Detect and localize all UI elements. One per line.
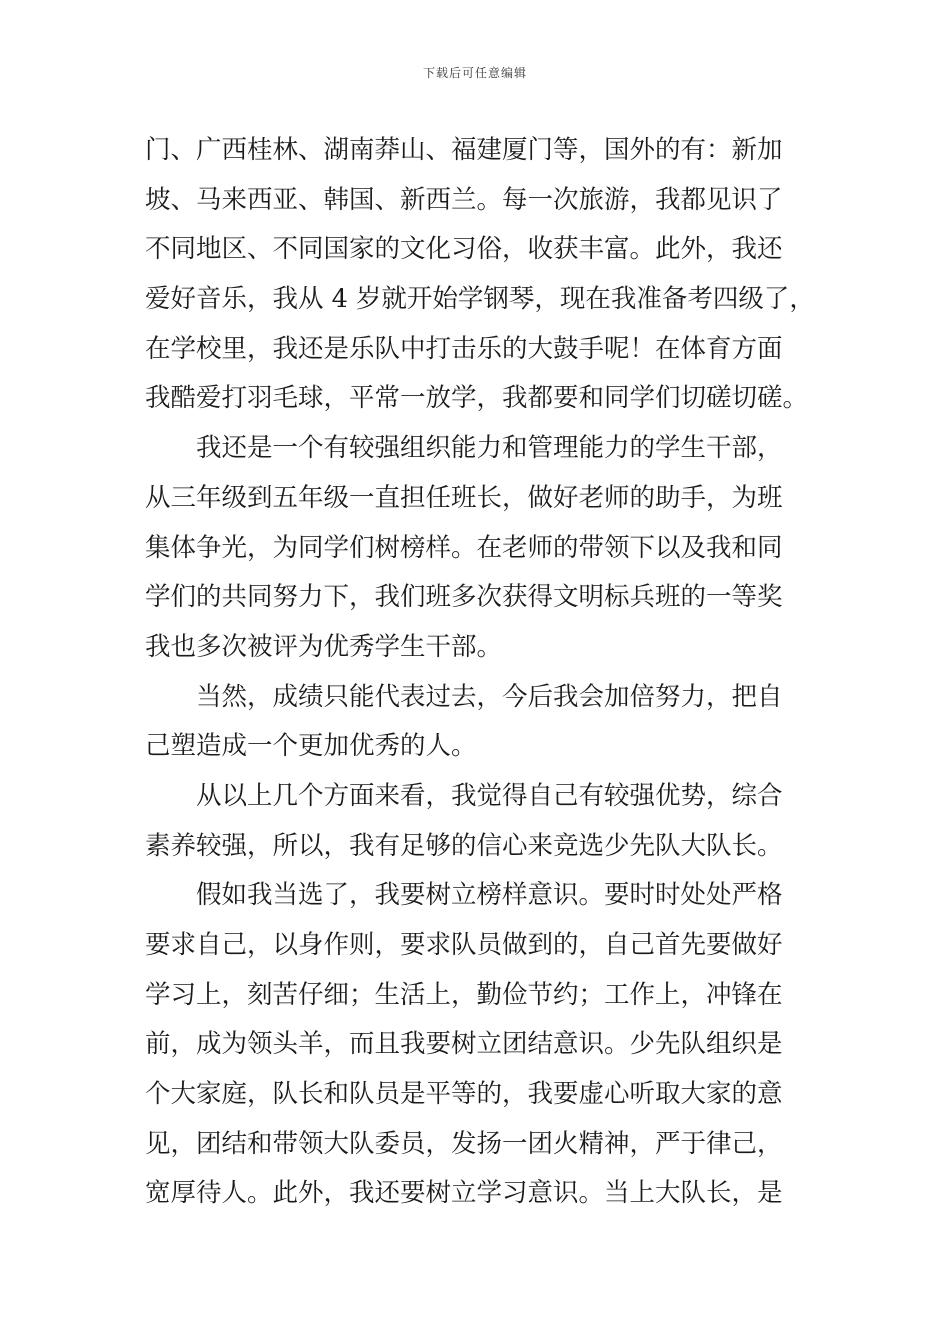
- text-line: 当然，成绩只能代表过去，今后我会加倍努力，把自: [145, 681, 783, 712]
- text-line: 门、广西桂林、湖南莽山、福建厦门等，国外的有：新加: [145, 135, 783, 165]
- text-line: 在学校里，我还是乐队中打击乐的大鼓手呢！在体育方面: [145, 333, 783, 364]
- text-line: 个大家庭，队长和队员是平等的，我要虚心听取大家的意: [145, 1079, 783, 1110]
- text-line: 学们的共同努力下，我们班多次获得文明标兵班的一等奖: [145, 582, 783, 613]
- text-line: 己塑造成一个更加优秀的人。: [145, 731, 477, 762]
- text-line: 学习上，刻苦仔细；生活上，勤俭节约；工作上，冲锋在: [145, 979, 783, 1010]
- document-body: [145, 126, 815, 1219]
- text-line: 要求自己，以身作则，要求队员做到的，自己首先要做好: [145, 930, 783, 960]
- text-line: 我也多次被评为优秀学生干部。: [145, 631, 503, 662]
- text-line: 不同地区、不同国家的文化习俗，收获丰富。此外，我还: [145, 234, 783, 265]
- page-header: 下载后可任意编辑: [422, 66, 527, 80]
- text-line: 我还是一个有较强组织能力和管理能力的学生干部，: [145, 433, 783, 464]
- text-line: 见，团结和带领大队委员，发扬一团火精神，严于律己，: [145, 1128, 783, 1159]
- text-line: 前，成为领头羊，而且我要树立团结意识。少先队组织是: [145, 1029, 783, 1060]
- text-line: 素养较强，所以，我有足够的信心来竞选少先队大队长。: [145, 830, 783, 861]
- text-line: 我酷爱打羽毛球，平常一放学，我都要和同学们切磋切磋。: [145, 383, 809, 414]
- text-line: 宽厚待人。此外，我还要树立学习意识。当上大队长，是: [145, 1178, 783, 1209]
- text-line: 坡、马来西亚、韩国、新西兰。每一次旅游，我都见识了: [145, 184, 783, 215]
- text-line: 从三年级到五年级一直担任班长，做好老师的助手，为班: [145, 482, 783, 513]
- text-line: 爱好音乐，我从 4 岁就开始学钢琴，现在我准备考四级了，: [145, 284, 815, 315]
- text-line: 从以上几个方面来看，我觉得自己有较强优势，综合: [145, 780, 783, 811]
- text-line: 假如我当选了，我要树立榜样意识。要时时处处严格: [145, 880, 783, 911]
- text-line: 集体争光，为同学们树榜样。在老师的带领下以及我和同: [145, 532, 783, 563]
